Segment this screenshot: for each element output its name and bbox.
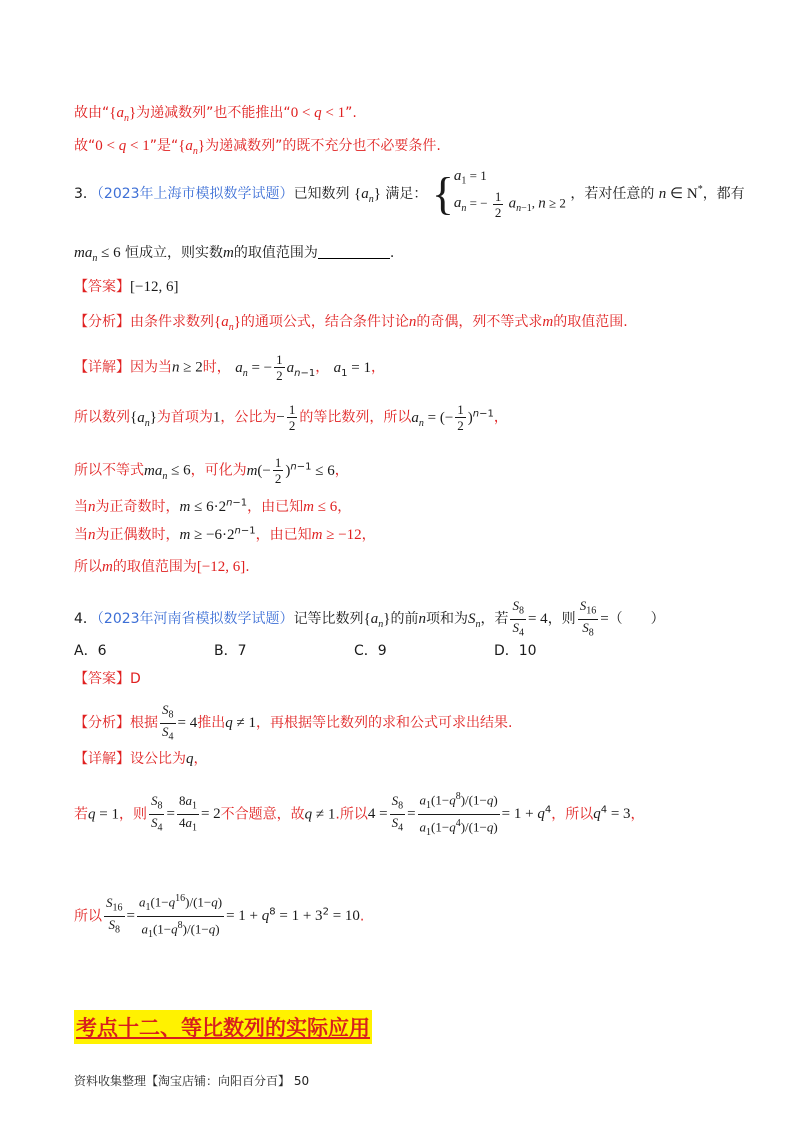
question-3-stem: 3．（2023年上海市模拟数学试题）已知数列 $\{a_n\}$ 满足： { $a_1 = 1$ $a_n$ = − $\frac{1}{2}$ $a_{n-1}$, n ≥ 2 ，若对任意的 n ∈ N*，都有 [74,167,745,220]
q4-options [74,640,740,660]
question-3-stem-cont: $ma_n \le 6$ 恒成立，则实数m的取值范围为 . [74,245,395,264]
page-footer: 资料收集整理【淘宝店铺：向阳百分百】 50 [74,1074,310,1088]
option-c: C．9 [354,643,387,659]
question-4-stem: 4．（2023年河南省模拟数学试题）记等比数列$\{a_n\}$的前n项和为$S_n$，若 $\frac{S_8}{S_4}$ = 4，则 $\frac{S_{16}}{S_8}$ =（ ） [74,598,665,639]
q3-detail-3: 所以不等式$ma_n \le 6$，可化为m(− $\frac{1}{2}$ )$^{n-1}$ ≤ 6， [74,455,349,486]
q4-analysis: 【分析】根据 $\frac{S_8}{S_4}$ = 4推出q ≠ 1，再根据等比数列的求和公式可求出结果. [74,702,513,743]
recurrence-system: { $a_1 = 1$ $a_n$ = − $\frac{1}{2}$ $a_{n-1}$, n ≥ 2 [431,167,566,220]
q4-detail-2: 若q = 1，则 $\frac{S_8}{S_4}$ = $\frac{8a_1}{4a_1}$ = 2不合题意，故q ≠ 1.所以4 = $\frac{S_8}{S_4}$ = $\frac{a_1(1-q^8)/(1-q)}{a_1(1-q^4)/(1-q)}$ = $1 + q^4$，所以$q^4 = 3$， [74,788,740,841]
sol-l1: 故由“$\{a_n\}$为递减数列”也不能推出“0 < q < 1”. [74,105,357,124]
q3-detail-4: 当n为正奇数时，$m \le 6\cdot 2^{n-1}$，由已知m ≤ 6， [74,497,352,515]
q4-detail-3: 所以 $\frac{S_{16}}{S_8}$ = $\frac{a_1(1-q^{16})/(1-q)}{a_1(1-q^8)/(1-q)}$ = $1 + q^8 = 1 + 3^2 = 10$. [74,890,740,943]
q4-source: （2023年河南省模拟数学试题） [96,611,294,628]
q3-detail-5: 当n为正偶数时，$m \ge -6\cdot 2^{n-1}$，由已知m ≥ −12， [74,525,376,543]
q3-number: 3． [74,185,97,202]
q3-detail-1: 【详解】因为当n ≥ 2时， $a_n$ = − $\frac{1}{2}$ $a_{n-1}$， $a_1 = 1$， [74,352,385,383]
q3-answer: 【答案】[−12, 6] [74,279,179,295]
option-a: A．6 [74,643,107,659]
solution-line-2: 故“0 < q < 1”是“$\{a_n\}$为递减数列”的既不充分也不必要条件. [74,138,441,157]
section-title: 考点十二、等比数列的实际应用 [74,1010,372,1044]
q4-detail-1: 【详解】设公比为q， [74,751,208,767]
q4-answer: 【答案】D [74,671,141,687]
q3-detail-2: 所以数列$\{a_n\}$为首项为1，公比为− $\frac{1}{2}$ 的等比数列，所以$a_n$ = (− $\frac{1}{2}$ )$^{n-1}$， [74,402,508,433]
q3-analysis: 【分析】由条件求数列$\{a_n\}$的通项公式，结合条件讨论n的奇偶，列不等式求m的取值范围. [74,314,628,333]
option-b: B．7 [214,643,247,659]
option-d: D．10 [494,643,537,659]
q3-source: （2023年上海市模拟数学试题） [96,185,294,202]
solution-line-1 [74,102,740,124]
q3-detail-6: 所以m的取值范围为[−12, 6]. [74,559,250,575]
answer-blank [318,244,390,259]
